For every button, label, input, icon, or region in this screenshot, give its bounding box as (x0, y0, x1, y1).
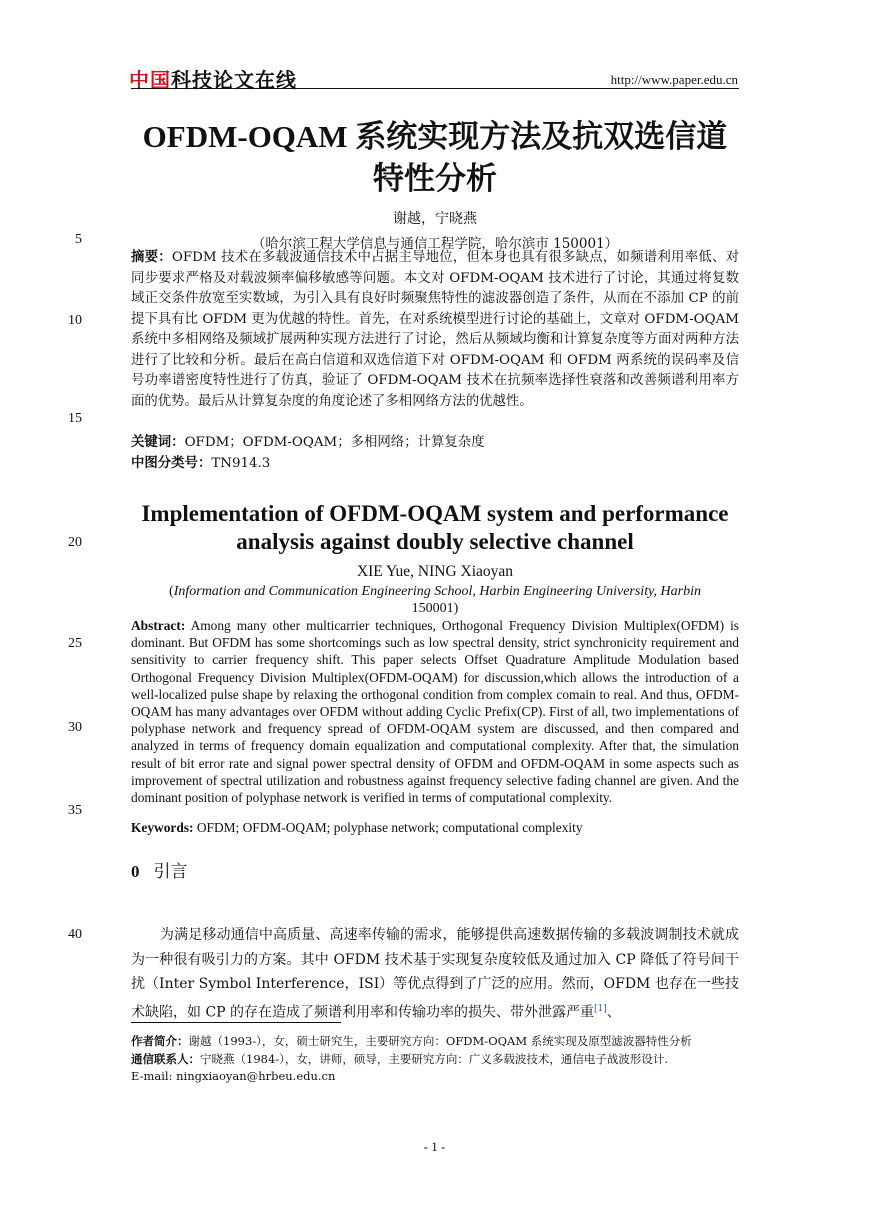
line-number: 10 (68, 313, 82, 328)
footnote-contact: 通信联系人：宁晓燕（1984-），女，讲师，硕导，主要研究方向：广义多载波技术，通信电子战波形设计. (131, 1051, 669, 1066)
classification-number (131, 452, 270, 471)
line-number: 40 (68, 927, 82, 942)
header-url[interactable]: http://www.paper.edu.cn (610, 72, 738, 87)
line-number: 30 (68, 720, 82, 735)
section-number: 0 (131, 862, 140, 881)
body-paragraph: 为满足移动通信中高质量、高速率传输的需求，能够提供高速数据传输的多载波调制技术就成为一种很有吸引力的方案。其中 OFDM 技术基于实现复杂度较低及通过加入 CP 降低了符号间干扰（Inter Symbol Interference，ISI）等优点得到了广泛的应用。然而，OFDM 也存在一些技术缺陷，如 CP 的存在造成了频谱利用率和传输功率的损失、带外泄露严重[1]、 (131, 927, 739, 1021)
footnote-author: 作者简介：谢越（1993-），女，硕士研究生，主要研究方向：OFDM-OQAM 系统实现及原型滤波器特性分析 (131, 1034, 692, 1048)
abstract-en-text: Among many other multicarrier techniques, Orthogonal Frequency Division Multiplex(OFDM) is dominant. But OFDM has some shortcomings such as low spectral density, strict synchronicity requirement and sensitivity to carrier frequency shift. This paper selects Offset Quadrature Amplitude Modulation based Orthogonal Frequency Division Multiplex(OFDM-OQAM) for discussion,which allows the introduction of a well-localized pulse shape by relaxing the orthogonal condition from complex comain to real. And thus, OFDM-OQAM has many advantages over OFDM without adding Cyclic Prefix(CP). First of all, two implementations of polyphase network and frequency spread of OFDM-OQAM system are discussed, and then compared and analyzed in terms of frequency domain equalization and computational complexity. After that, the simulation result of bit error rate and signal power spectral density of OFDM and OFDM-OQAM in some aspects such as improvement of spectral utilization and robustness against frequency selective fading channel are given. And the dominant position of polyphase network is verified in terms of computational complexity. (131, 618, 739, 806)
section-heading (131, 857, 188, 882)
abstract-en-label: Abstract: (131, 618, 186, 633)
site-logo: 中国科技论文在线 (129, 68, 297, 92)
keywords-cn-label: 关键词： (131, 435, 185, 450)
line-number: 20 (68, 535, 82, 550)
line-number: 15 (68, 411, 82, 426)
classification-label: 中图分类号： (131, 456, 212, 471)
paper-title-en: Implementation of OFDM-OQAM system and performance analysis against doubly selective channel (141, 501, 729, 554)
abstract-cn-label: 摘要： (131, 250, 172, 265)
keywords-cn (131, 431, 485, 450)
line-number: 25 (68, 636, 82, 651)
keywords-en-text: OFDM; OFDM-OQAM; polyphase network; computational complexity (196, 820, 583, 835)
line-number: 35 (68, 803, 82, 818)
authors-en: XIE Yue, NING Xiaoyan (356, 563, 514, 580)
abstract-en (131, 617, 739, 806)
keywords-en-label: Keywords: (131, 820, 194, 835)
paper-title-cn: OFDM-OQAM 系统实现方法及抗双选信道特性分析 (142, 119, 728, 196)
section-title: 引言 (153, 862, 188, 882)
line-number: 5 (75, 232, 82, 247)
footnote-divider (131, 1022, 341, 1023)
abstract-cn-text: OFDM 技术在多载波通信技术中占据主导地位，但本身也具有很多缺点，如频谱利用率低、对同步要求严格及对载波频率偏移敏感等问题。本文对 OFDM-OQAM 技术进行了讨论，其通过将复数域正交条件放宽至实数域，为引入具有良好时频聚焦特性的滤波器创造了条件，从而在不添加 CP 的前提下具有比 OFDM 更为优越的特性。首先，在对系统模型进行讨论的基础上，文章对 OFDM-OQAM 系统中多相网络及频域扩展两种实现方法进行了讨论，然后从频域均衡和计算复杂度等方面对两种方法进行了比较和分析。最后在高白信道和双选信道下对 OFDM-OQAM 和 OFDM 两系统的误码率及信号功率谱密度特性进行了仿真，验证了 OFDM-OQAM 技术在抗频率选择性衰落和改善频谱利用率方面的优势。最后从计算复杂度的角度论述了多相网络方法的优越性。 (131, 250, 739, 409)
footnote-email[interactable]: E-mail: ningxiaoyan@hrbeu.edu.cn (131, 1069, 336, 1083)
header-divider (131, 88, 739, 89)
authors-cn: 谢越，宁晓燕 (393, 211, 477, 227)
affiliation-en: (Information and Communication Engineering School, Harbin Engineering University, Harbin 150001) (169, 584, 701, 616)
page-number: - 1 - (423, 1139, 446, 1154)
keywords-en (131, 820, 583, 836)
affiliation-cn: （哈尔滨工程大学信息与通信工程学院，哈尔滨市 150001） (251, 236, 619, 252)
abstract-cn (131, 248, 739, 412)
keywords-cn-text: OFDM；OFDM-OQAM；多相网络；计算复杂度 (184, 435, 485, 450)
footnote (131, 1033, 739, 1086)
citation-link[interactable]: [1] (594, 1003, 607, 1014)
classification-text: TN914.3 (211, 456, 271, 471)
